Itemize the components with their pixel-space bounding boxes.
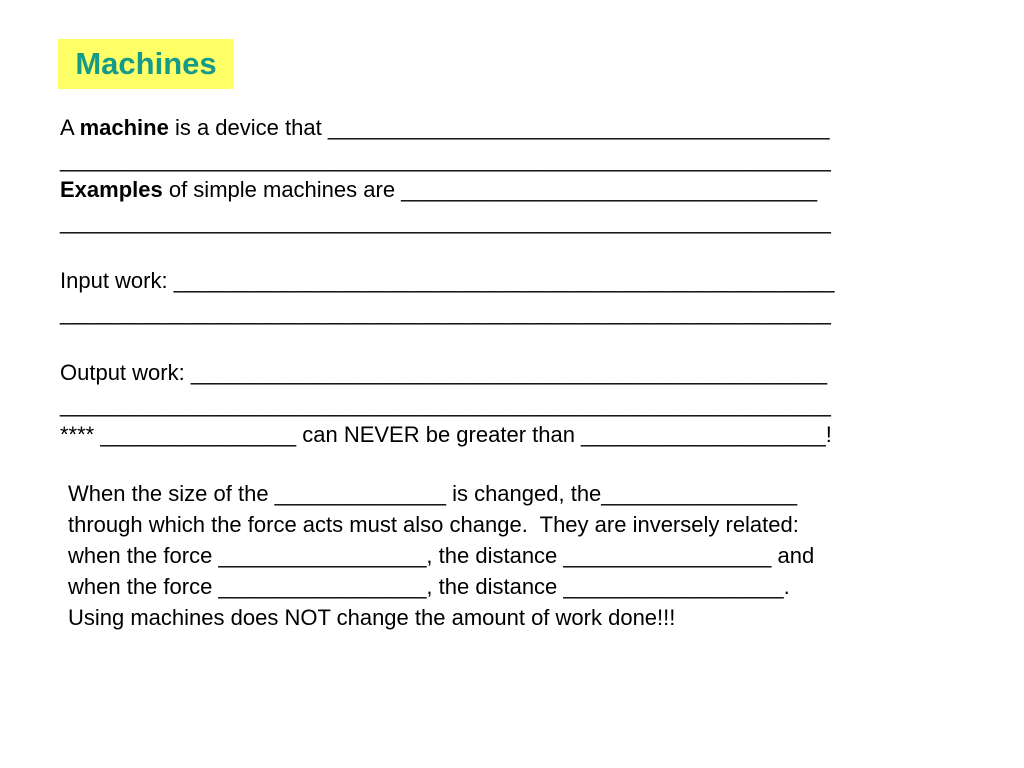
output-work-line: Output work: ____________________________________________________ bbox=[60, 360, 828, 385]
title-box bbox=[58, 39, 234, 89]
machine-prefix: A bbox=[60, 115, 80, 140]
input-work-line: Input work: ______________________________________________________ bbox=[60, 268, 835, 293]
paragraph-line-5: Using machines does NOT change the amount of work done!!! bbox=[68, 605, 676, 630]
examples-blank-line: _______________________________________________________________ bbox=[60, 209, 831, 234]
page-title: Machines bbox=[75, 46, 217, 81]
machine-blank-line: _______________________________________________________________ bbox=[60, 147, 831, 172]
examples-line bbox=[60, 175, 817, 205]
machine-term: machine bbox=[79, 115, 169, 140]
paragraph-line-3: when the force _________________, the distance _________________ and bbox=[68, 543, 815, 568]
never-greater-line: **** ________________ can NEVER be greater than ____________________! bbox=[60, 422, 832, 447]
machine-definition-line bbox=[60, 113, 829, 143]
examples-suffix: of simple machines are __________________________________ bbox=[162, 177, 818, 202]
paragraph-line-1: When the size of the ______________ is changed, the________________ bbox=[68, 481, 798, 506]
examples-term: Examples bbox=[60, 177, 163, 202]
input-blank-line: _______________________________________________________________ bbox=[60, 300, 831, 325]
paragraph-line-4: when the force _________________, the distance __________________. bbox=[68, 574, 790, 599]
output-blank-line: _______________________________________________________________ bbox=[60, 392, 831, 417]
paragraph-line-2: through which the force acts must also change. They are inversely related: bbox=[68, 512, 799, 537]
machine-suffix: is a device that _________________________________________ bbox=[168, 115, 830, 140]
